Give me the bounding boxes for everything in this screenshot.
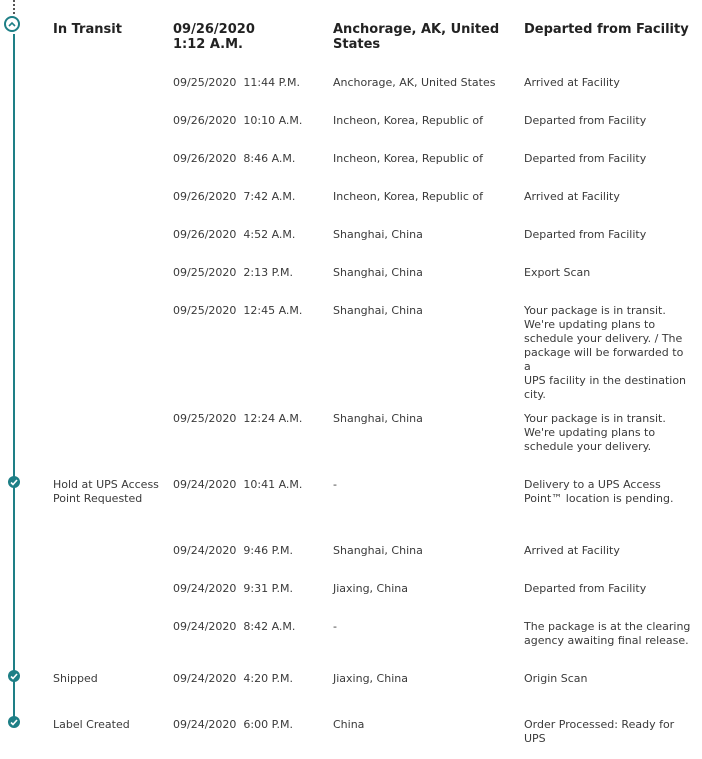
event-activity: Order Processed: Ready for UPS xyxy=(524,718,675,745)
event-activity: Your package is in transit. We're updating plans to schedule your delivery. / The package will be forwarded to a UPS facility in the destination city. xyxy=(524,304,687,401)
event-activity: Arrived at Facility xyxy=(524,76,620,89)
event-activity: Arrived at Facility xyxy=(524,190,620,203)
milestone-check-icon xyxy=(8,716,20,728)
event-location: China xyxy=(333,718,365,731)
event-location: Shanghai, China xyxy=(333,228,423,241)
event-activity: Departed from Facility xyxy=(524,22,689,37)
milestone-status: Shipped xyxy=(53,672,98,685)
event-activity: Departed from Facility xyxy=(524,228,647,241)
event-location: - xyxy=(333,478,337,491)
event-location: Shanghai, China xyxy=(333,266,423,279)
event-datetime: 09/26/2020 10:10 A.M. xyxy=(173,114,303,127)
event-activity: The package is at the clearing agency awaiting final release. xyxy=(524,620,691,647)
event-datetime: 09/25/2020 11:44 P.M. xyxy=(173,76,300,89)
collapse-toggle-icon[interactable] xyxy=(4,16,20,32)
event-datetime: 09/24/2020 9:46 P.M. xyxy=(173,544,293,557)
event-datetime: 09/24/2020 6:00 P.M. xyxy=(173,718,293,731)
timeline-line xyxy=(13,34,15,722)
event-activity: Arrived at Facility xyxy=(524,544,620,557)
milestone-status: In Transit xyxy=(53,22,122,37)
event-location: - xyxy=(333,620,337,633)
event-location: Jiaxing, China xyxy=(333,672,408,685)
event-datetime: 09/25/2020 12:24 A.M. xyxy=(173,412,303,425)
event-activity: Delivery to a UPS Access Point™ location is pending. xyxy=(524,478,674,505)
event-location: Shanghai, China xyxy=(333,544,423,557)
timeline-dotted-line xyxy=(13,0,15,14)
event-activity: Export Scan xyxy=(524,266,591,279)
event-activity: Departed from Facility xyxy=(524,152,647,165)
event-location: Anchorage, AK, United States xyxy=(333,22,500,52)
milestone-check-icon xyxy=(8,476,20,488)
event-datetime: 09/24/2020 10:41 A.M. xyxy=(173,478,303,491)
event-datetime: 09/24/2020 8:42 A.M. xyxy=(173,620,296,633)
milestone-status: Label Created xyxy=(53,718,130,731)
event-location: Jiaxing, China xyxy=(333,582,408,595)
event-activity: Your package is in transit. We're updating plans to schedule your delivery. xyxy=(524,412,666,453)
event-activity: Departed from Facility xyxy=(524,582,647,595)
event-datetime: 09/26/2020 7:42 A.M. xyxy=(173,190,296,203)
event-datetime: 09/24/2020 4:20 P.M. xyxy=(173,672,293,685)
event-location: Shanghai, China xyxy=(333,412,423,425)
event-location: Incheon, Korea, Republic of xyxy=(333,114,483,127)
event-datetime: 09/26/2020 1:12 A.M. xyxy=(173,22,255,52)
event-activity: Departed from Facility xyxy=(524,114,647,127)
event-activity: Origin Scan xyxy=(524,672,588,685)
event-datetime: 09/25/2020 2:13 P.M. xyxy=(173,266,293,279)
event-location: Shanghai, China xyxy=(333,304,423,317)
milestone-check-icon xyxy=(8,670,20,682)
milestone-status: Hold at UPS Access Point Requested xyxy=(53,478,159,505)
event-datetime: 09/24/2020 9:31 P.M. xyxy=(173,582,293,595)
event-datetime: 09/25/2020 12:45 A.M. xyxy=(173,304,303,317)
event-datetime: 09/26/2020 4:52 A.M. xyxy=(173,228,296,241)
event-location: Incheon, Korea, Republic of xyxy=(333,152,483,165)
event-datetime: 09/26/2020 8:46 A.M. xyxy=(173,152,296,165)
event-location: Anchorage, AK, United States xyxy=(333,76,496,89)
event-location: Incheon, Korea, Republic of xyxy=(333,190,483,203)
